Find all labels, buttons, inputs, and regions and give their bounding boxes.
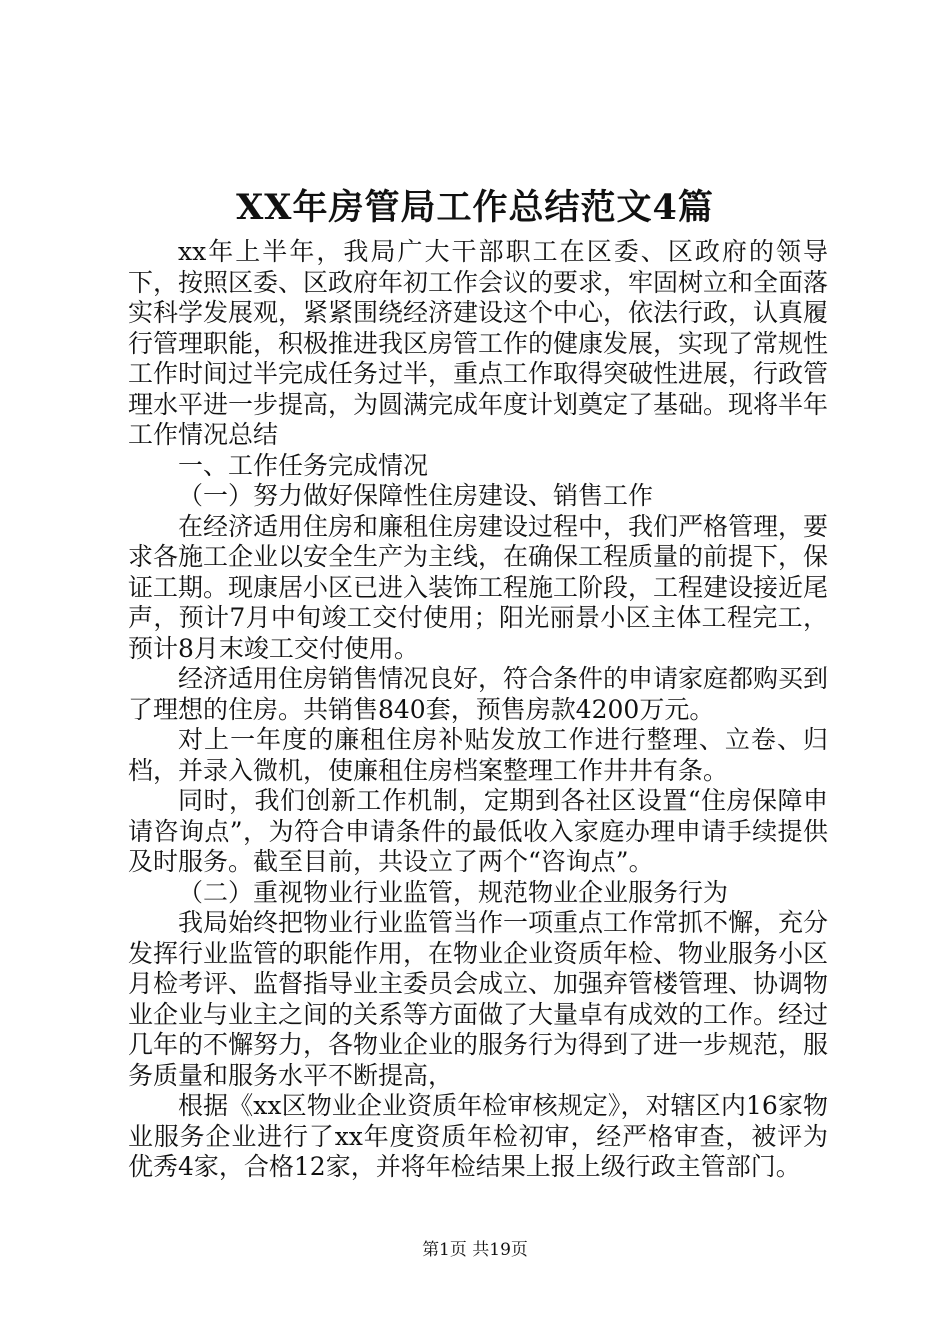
paragraph-consult: 同时，我们创新工作机制，定期到各社区设置“住房保障申请咨询点”，为符合申请条件的最低收入家庭办理申请手续提供及时服务。截至目前，共设立了两个“咨询点”。 xyxy=(128,786,828,876)
paragraph-construction: 在经济适用住房和廉租住房建设过程中，我们严格管理，要求各施工企业以安全生产为主线，在确保工程质量的前提下，保证工期。现康居小区已进入装饰工程施工阶段，工程建设接近尾声，预计7月中旬竣工交付使用；阳光丽景小区主体工程完工，预计8月末竣工交付使用。 xyxy=(128,511,829,663)
document-body xyxy=(128,237,828,1183)
paragraph-archive: 对上一年度的廉租住房补贴发放工作进行整理、立卷、归档，并录入微机，使廉租住房档案整理工作井井有条。 xyxy=(128,725,828,785)
page-footer: 第1页 共19页 xyxy=(422,1240,528,1260)
paragraph-sales: 经济适用住房销售情况良好，符合条件的申请家庭都购买到了理想的住房。共销售840套，预售房款4200万元。 xyxy=(128,664,829,724)
paragraph-inspection: 根据《xx区物业企业资质年检审核规定》，对辖区内16家物业服务企业进行了xx年度资质年检初审，经严格审查，被评为优秀4家，合格12家，并将年检结果上报上级行政主管部门。 xyxy=(128,1091,828,1181)
section-heading-1: 一、工作任务完成情况 xyxy=(178,450,429,480)
subsection-heading-2: （二）重视物业行业监管，规范物业企业服务行为 xyxy=(178,877,729,907)
subsection-heading-1: （一）努力做好保障性住房建设、销售工作 xyxy=(178,481,654,510)
paragraph-intro: xx年上半年，我局广大干部职工在区委、区政府的领导下，按照区委、区政府年初工作会议的要求，牢固树立和全面落实科学发展观，紧紧围绕经济建设这个中心，依法行政，认真履行管理职能，积极推进我区房管工作的健康发展，实现了常规性工作时间过半完成任务过半，重点工作取得突破性进展，行政管理水平进一步提高，为圆满完成年度计划奠定了基础。现将半年工作情况总结 xyxy=(128,237,829,449)
paragraph-property: 我局始终把物业行业监管当作一项重点工作常抓不懈，充分发挥行业监管的职能作用，在物业企业资质年检、物业服务小区月检考评、监督指导业主委员会成立、加强弃管楼管理、协调物业企业与业主之间的关系等方面做了大量卓有成效的工作。经过几年的不懈努力，各物业企业的服务行为得到了进一步规范，服务质量和服务水平不断提高， xyxy=(128,908,829,1090)
document-title: XX年房管局工作总结范文4篇 xyxy=(236,187,714,228)
